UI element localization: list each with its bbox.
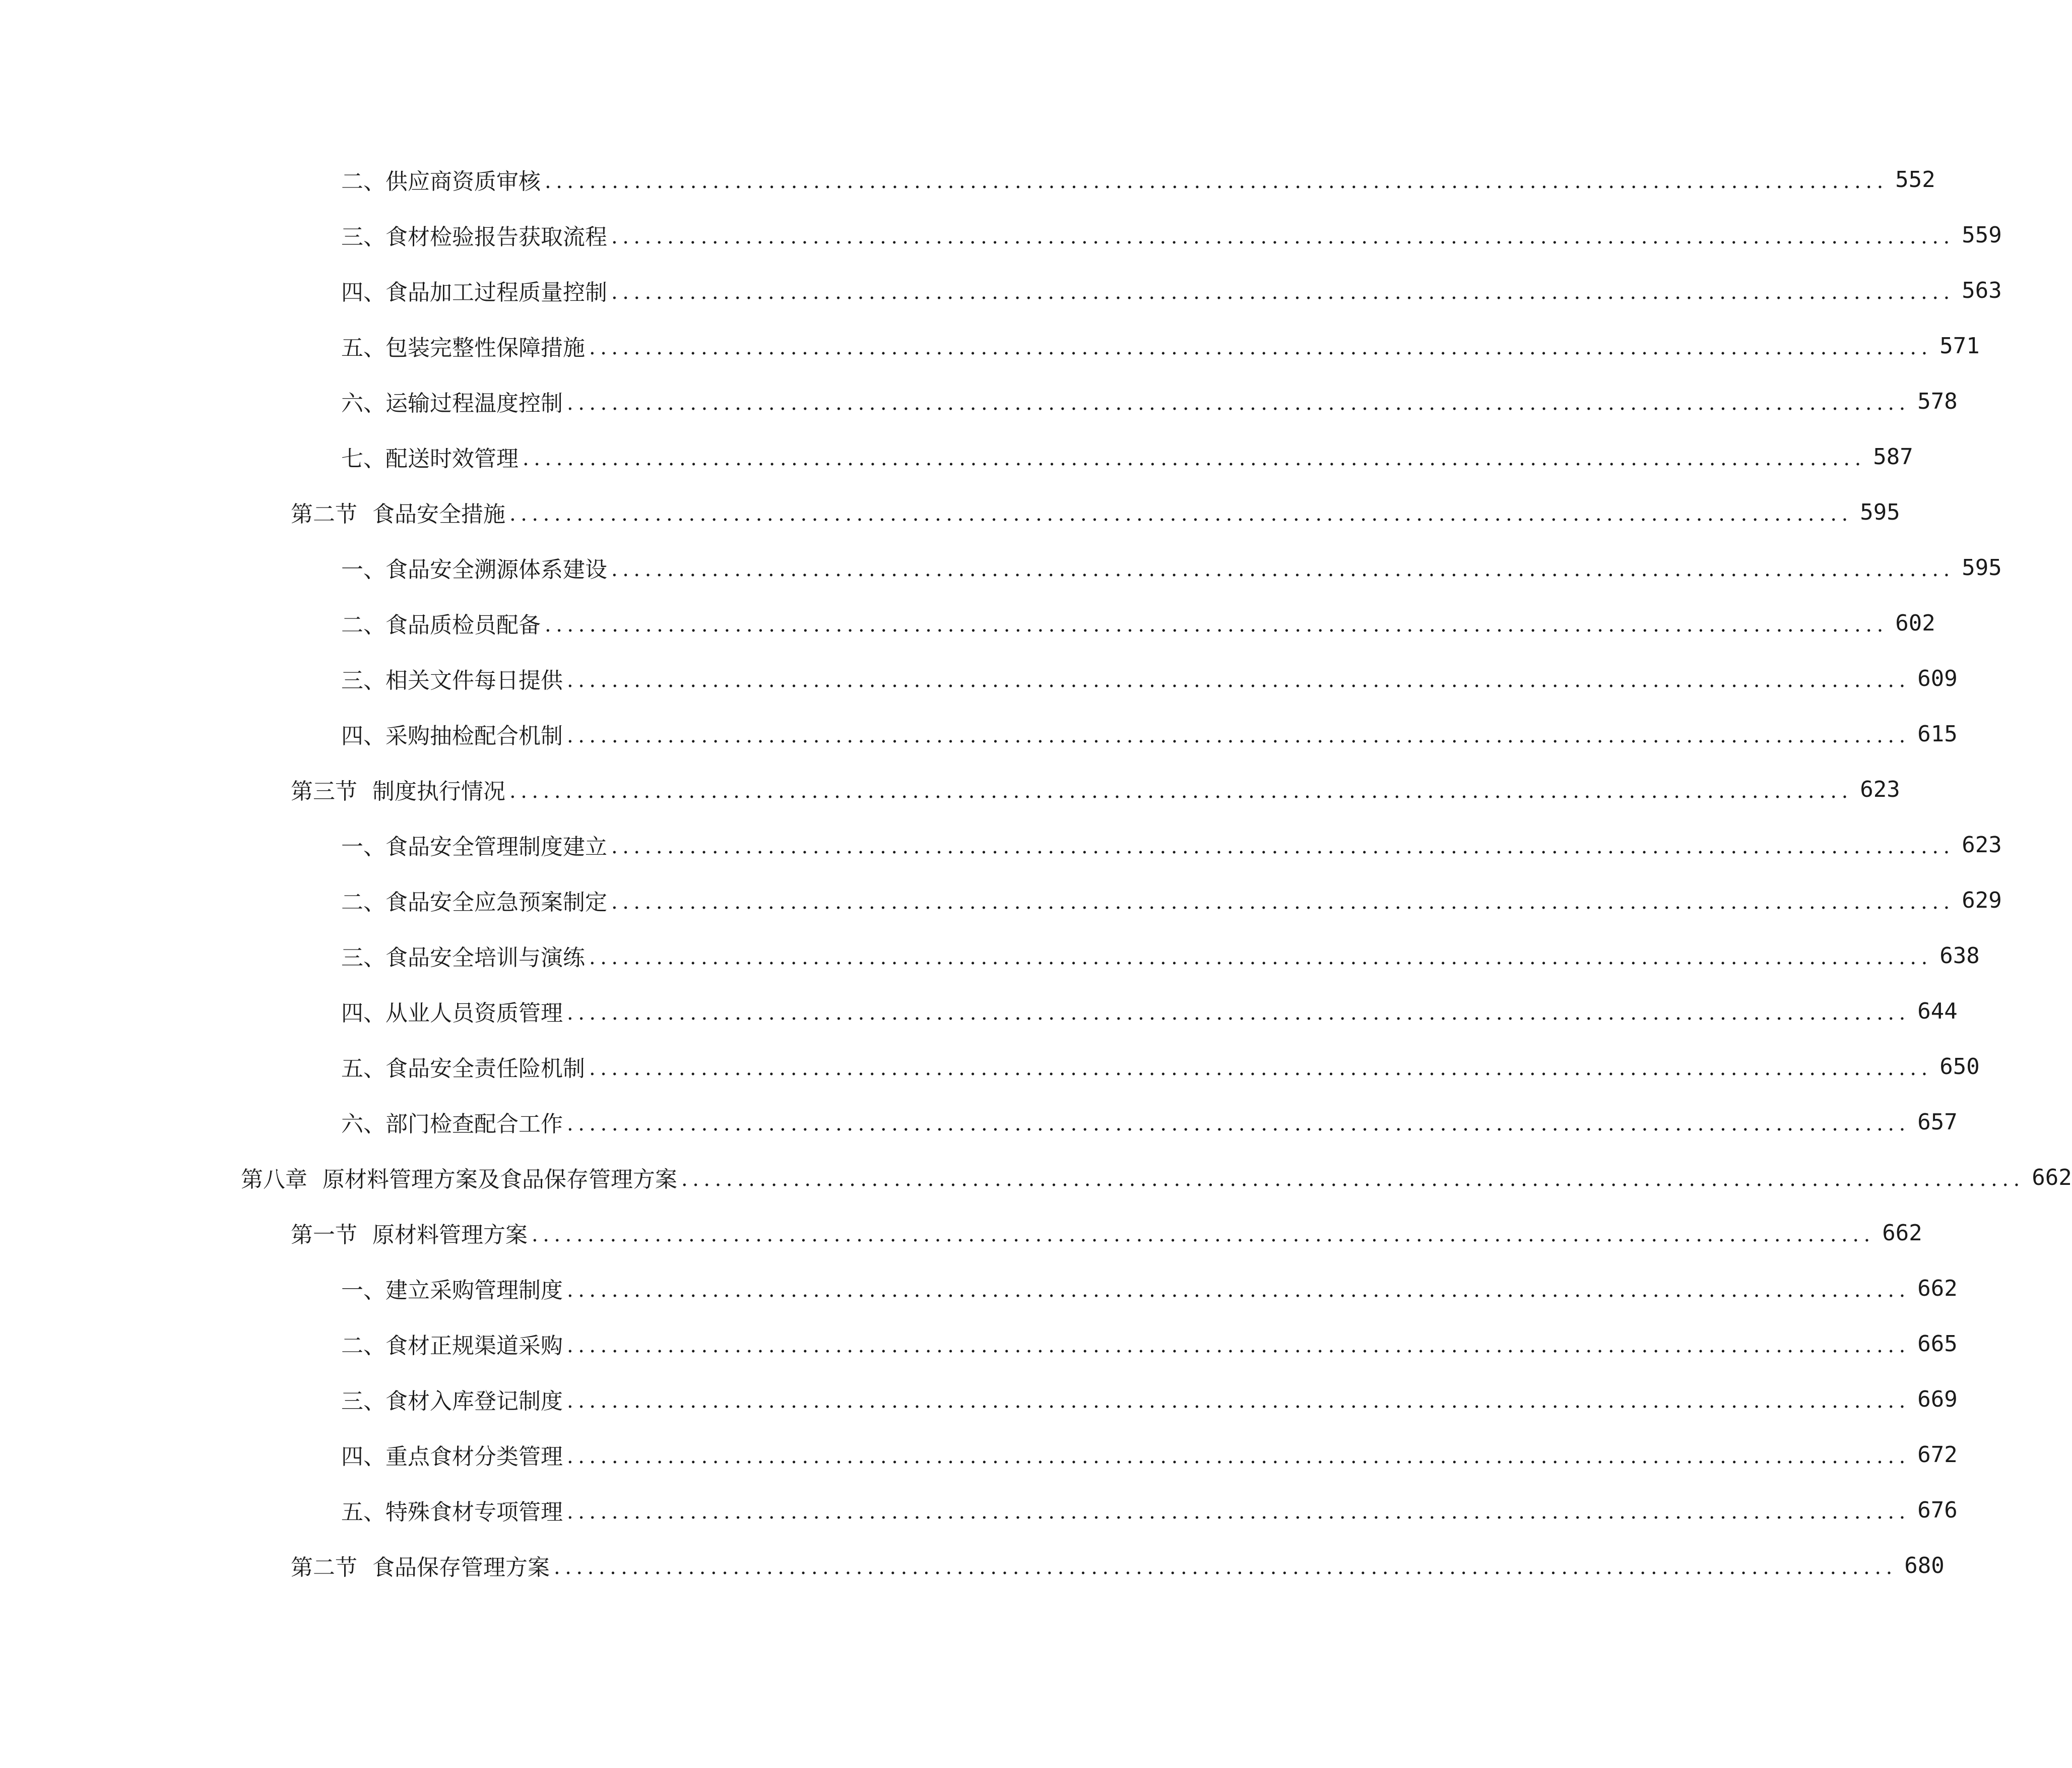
toc-entry-number: 三、 <box>341 945 385 971</box>
toc-entry-title: 食品安全培训与演练 <box>385 945 585 971</box>
toc-entry-title: 食品保存管理方案 <box>372 1555 550 1581</box>
toc-entry-number: 二、 <box>341 890 385 915</box>
toc-entry-page: 657 <box>1917 1109 1958 1135</box>
toc-entry-page: 609 <box>1917 665 1958 691</box>
toc-entry-number: 四、 <box>341 1000 385 1026</box>
toc-entry-title: 配送时效管理 <box>385 446 519 472</box>
toc-entry-number: 六、 <box>341 391 385 416</box>
toc-entry-title: 食品安全责任险机制 <box>385 1056 585 1082</box>
toc-entry[interactable] <box>0 487 1900 542</box>
toc-entry[interactable] <box>0 986 1958 1041</box>
toc-dot-leader: ........................................................................................................................ <box>589 946 1932 969</box>
toc-entry-number: 二、 <box>341 1333 385 1359</box>
toc-entry-page: 644 <box>1917 998 1958 1024</box>
toc-entry-title: 建立采购管理制度 <box>385 1278 563 1303</box>
toc-entry[interactable] <box>0 1429 1958 1485</box>
toc-entry-title: 供应商资质审核 <box>385 169 541 195</box>
toc-entry[interactable] <box>0 1540 1945 1596</box>
toc-entry-title: 食品安全措施 <box>372 501 505 527</box>
toc-entry-page: 587 <box>1873 444 1913 470</box>
toc-dot-leader: ........................................................................................................................ <box>567 1334 1910 1357</box>
toc-entry-page: 638 <box>1939 942 1980 969</box>
toc-dot-leader: ........................................................................................................................ <box>589 1057 1932 1080</box>
toc-entry-title: 相关文件每日提供 <box>385 668 563 693</box>
toc-entry-page: 595 <box>1860 499 1900 525</box>
toc-entry-title: 运输过程温度控制 <box>385 391 563 416</box>
toc-entry[interactable] <box>0 1152 2072 1208</box>
toc-dot-leader: ........................................................................................................................ <box>589 336 1932 359</box>
toc-entry[interactable] <box>0 1318 1958 1374</box>
toc-entry-page: 662 <box>1917 1275 1958 1301</box>
toc-entry-title: 食材入库登记制度 <box>385 1388 563 1414</box>
toc-entry[interactable] <box>0 1263 1958 1318</box>
toc-entry[interactable] <box>0 1208 1922 1263</box>
toc-entry[interactable] <box>0 764 1900 819</box>
toc-entry[interactable] <box>0 598 1935 653</box>
toc-entry-number: 第一节 <box>291 1222 357 1248</box>
toc-dot-leader: ........................................................................................................................ <box>567 1500 1910 1524</box>
toc-dot-leader: ........................................................................................................................ <box>681 1168 2025 1191</box>
toc-entry-number: 第二节 <box>291 1555 357 1581</box>
toc-entry[interactable] <box>0 653 1958 709</box>
toc-entry[interactable] <box>0 542 2002 598</box>
toc-entry-title: 食材正规渠道采购 <box>385 1333 563 1359</box>
toc-entry[interactable] <box>0 1374 1958 1429</box>
toc-entry-page: 650 <box>1939 1053 1980 1080</box>
toc-entry-page: 676 <box>1917 1497 1958 1523</box>
toc-entry-number: 六、 <box>341 1111 385 1137</box>
toc-entry-title: 原材料管理方案 <box>372 1222 528 1248</box>
toc-dot-leader: ........................................................................................................................ <box>611 891 1955 914</box>
toc-entry-page: 680 <box>1904 1552 1945 1578</box>
table-of-contents <box>0 154 2072 1596</box>
toc-entry-title: 包装完整性保障措施 <box>385 335 585 361</box>
toc-entry-number: 一、 <box>341 1278 385 1303</box>
toc-entry[interactable] <box>0 210 2002 265</box>
toc-entry-title: 特殊食材专项管理 <box>385 1499 563 1525</box>
toc-entry[interactable] <box>0 154 1935 210</box>
toc-entry-title: 食品安全应急预案制定 <box>385 890 607 915</box>
toc-dot-leader: ........................................................................................................................ <box>567 1390 1910 1413</box>
toc-entry-number: 四、 <box>341 280 385 305</box>
toc-entry-page: 662 <box>2032 1164 2072 1190</box>
toc-entry[interactable] <box>0 265 2002 321</box>
toc-entry-number: 二、 <box>341 169 385 195</box>
toc-entry-number: 四、 <box>341 723 385 749</box>
toc-entry-number: 一、 <box>341 834 385 860</box>
toc-entry-title: 从业人员资质管理 <box>385 1000 563 1026</box>
toc-entry-page: 623 <box>1860 776 1900 802</box>
toc-dot-leader: ........................................................................................................................ <box>567 1001 1910 1025</box>
toc-entry[interactable] <box>0 431 1913 487</box>
toc-entry-title: 重点食材分类管理 <box>385 1444 563 1470</box>
toc-entry-title: 制度执行情况 <box>372 779 505 804</box>
toc-entry[interactable] <box>0 875 2002 930</box>
toc-entry-number: 三、 <box>341 1388 385 1414</box>
toc-entry-page: 662 <box>1882 1220 1922 1246</box>
toc-entry[interactable] <box>0 376 1958 431</box>
toc-entry-page: 602 <box>1895 610 1935 636</box>
toc-entry[interactable] <box>0 1485 1958 1540</box>
toc-dot-leader: ........................................................................................................................ <box>611 225 1955 248</box>
toc-dot-leader: ........................................................................................................................ <box>532 1223 1875 1246</box>
toc-entry-number: 七、 <box>341 446 385 472</box>
toc-entry-page: 665 <box>1917 1331 1958 1357</box>
toc-dot-leader: ........................................................................................................................ <box>567 392 1910 415</box>
toc-entry-page: 672 <box>1917 1441 1958 1468</box>
toc-entry-title: 原材料管理方案及食品保存管理方案 <box>322 1167 677 1192</box>
toc-entry-title: 食材检验报告获取流程 <box>385 224 607 250</box>
toc-entry-title: 食品安全管理制度建立 <box>385 834 607 860</box>
toc-entry-page: 623 <box>1962 832 2002 858</box>
toc-entry-number: 三、 <box>341 668 385 693</box>
toc-entry-number: 五、 <box>341 1056 385 1082</box>
toc-entry-number: 一、 <box>341 557 385 583</box>
toc-entry-title: 食品质检员配备 <box>385 612 541 638</box>
toc-entry-page: 563 <box>1962 277 2002 303</box>
toc-dot-leader: ........................................................................................................................ <box>567 1445 1910 1468</box>
toc-dot-leader: ........................................................................................................................ <box>567 1279 1910 1302</box>
toc-entry-page: 595 <box>1962 554 2002 581</box>
toc-entry-number: 三、 <box>341 224 385 250</box>
toc-entry[interactable] <box>0 930 1980 986</box>
toc-dot-leader: ........................................................................................................................ <box>545 613 1888 637</box>
toc-entry-page: 629 <box>1962 887 2002 913</box>
toc-entry[interactable] <box>0 819 2002 875</box>
toc-entry-number: 五、 <box>341 335 385 361</box>
toc-dot-leader: ........................................................................................................................ <box>509 780 1853 803</box>
toc-entry-number: 四、 <box>341 1444 385 1470</box>
toc-entry[interactable] <box>0 321 1980 376</box>
toc-entry-page: 571 <box>1939 333 1980 359</box>
toc-dot-leader: ........................................................................................................................ <box>611 835 1955 858</box>
toc-entry-number: 第二节 <box>291 501 357 527</box>
toc-entry-title: 食品安全溯源体系建设 <box>385 557 607 583</box>
toc-entry-page: 578 <box>1917 388 1958 414</box>
toc-entry-title: 部门检查配合工作 <box>385 1111 563 1137</box>
toc-entry[interactable] <box>0 709 1958 764</box>
toc-entry-number: 第八章 <box>241 1167 307 1192</box>
toc-dot-leader: ........................................................................................................................ <box>509 502 1853 526</box>
toc-dot-leader: ........................................................................................................................ <box>611 558 1955 581</box>
toc-entry-page: 559 <box>1962 222 2002 248</box>
toc-entry[interactable] <box>0 1097 1958 1152</box>
toc-dot-leader: ........................................................................................................................ <box>523 447 1866 470</box>
toc-entry-number: 第三节 <box>291 779 357 804</box>
toc-entry[interactable] <box>0 1041 1980 1097</box>
toc-entry-title: 采购抽检配合机制 <box>385 723 563 749</box>
toc-dot-leader: ........................................................................................................................ <box>567 724 1910 747</box>
toc-dot-leader: ........................................................................................................................ <box>545 170 1888 193</box>
toc-entry-title: 食品加工过程质量控制 <box>385 280 607 305</box>
toc-dot-leader: ........................................................................................................................ <box>567 1112 1910 1135</box>
toc-entry-page: 552 <box>1895 166 1935 193</box>
toc-entry-page: 669 <box>1917 1386 1958 1412</box>
toc-dot-leader: ........................................................................................................................ <box>611 281 1955 304</box>
toc-dot-leader: ........................................................................................................................ <box>554 1556 1897 1579</box>
toc-entry-number: 五、 <box>341 1499 385 1525</box>
toc-entry-number: 二、 <box>341 612 385 638</box>
toc-entry-page: 615 <box>1917 721 1958 747</box>
toc-dot-leader: ........................................................................................................................ <box>567 669 1910 692</box>
